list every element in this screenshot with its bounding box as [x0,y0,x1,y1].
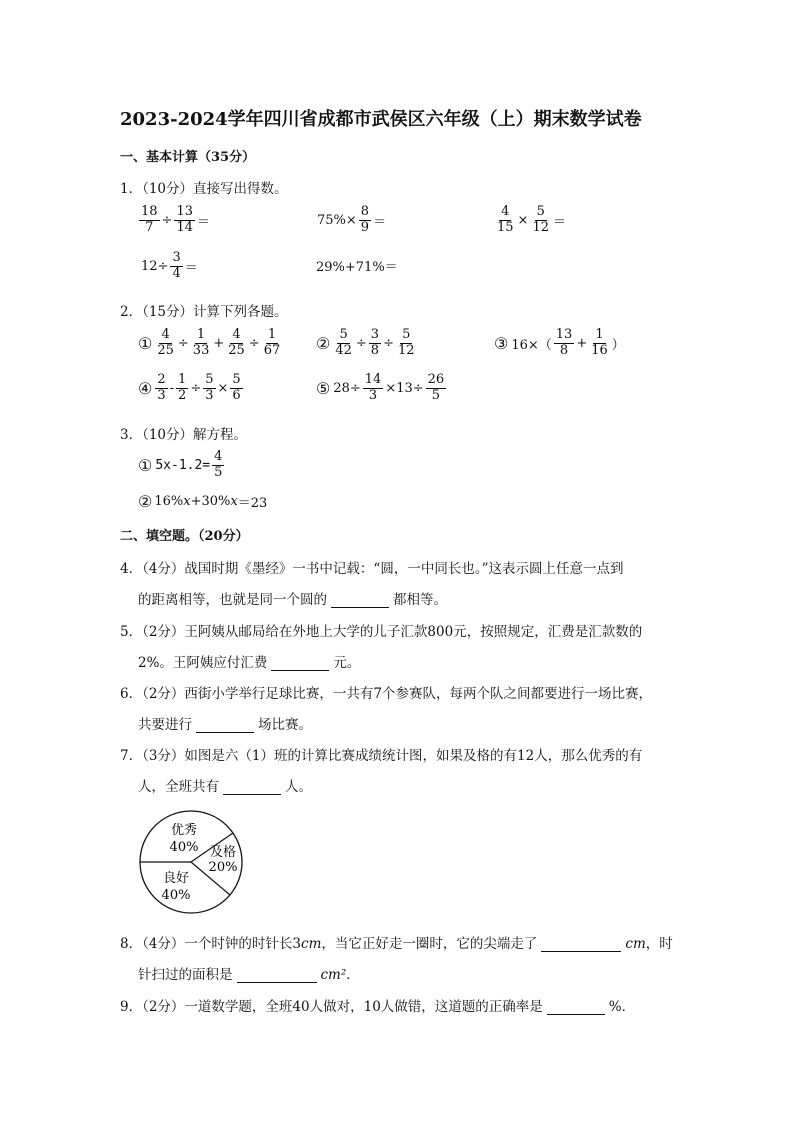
numerator: 26 [427,372,445,387]
denominator: 25 [157,342,174,358]
q2-problem-2 [316,328,418,359]
question-6-line-1: 6．（2分）西街小学举行足球比赛，一共有7个参赛队，每两个队之间都要进行一场比赛， [120,686,653,702]
unit: cm² [320,967,347,983]
expression-prefix: 75%× [317,212,357,228]
pie-label-pass: 及格 [209,845,237,860]
operator: ÷ [190,380,202,396]
operator: × [217,380,229,396]
question-2-stem: 2．（15分）计算下列各题。 [120,304,288,320]
numerator: 5 [232,372,241,387]
numerator: 5 [205,372,214,387]
answer-blank[interactable] [541,937,621,952]
denominator: 4 [172,265,181,281]
denominator: 3 [368,387,378,403]
circled-number: ① [138,333,153,353]
answer-blank[interactable] [271,656,329,671]
denominator: 12 [532,219,549,235]
question-4-line-1: 4．（4分）战国时期《墨经》一书中记载：“圆，一中同长也。”这表示圆上任意一点到 [120,561,624,577]
operator: ÷ [383,335,394,351]
expression-prefix: 28÷ [333,380,361,396]
numerator: 1 [267,327,277,342]
answer-blank[interactable] [223,780,281,795]
question-text: 2%。王阿姨应付汇费 [138,655,268,671]
expression-suffix: ） [611,337,625,353]
numerator: 1 [178,372,187,387]
question-text: 场比赛。 [258,717,312,733]
operator: ÷ [248,335,260,351]
question-5-line-2 [138,651,360,671]
operator: + [576,335,588,351]
question-text: ，当它正好走一圈时，它的尖端走了 [321,936,538,952]
q3-equation-1 [138,450,225,481]
question-text: 9．（2分）一道数学题，全班40人做对，10人做错，这道题的正确率是 [120,999,543,1015]
pie-value-excellent: 40% [169,840,199,855]
question-text: 人。 [285,779,312,795]
equals: ＝ [553,214,567,230]
numerator: 13 [555,327,573,342]
numerator: 4 [161,327,170,342]
grade-pie-chart [134,810,250,916]
numerator: 4 [501,204,510,219]
question-5-line-1: 5．（2分）王阿姨从邮局给在外地上大学的儿子汇款800元，按照规定，汇费是汇款数的 [120,624,643,640]
question-9-line-1 [120,995,635,1015]
expression-prefix: 16×（ [511,337,552,353]
numerator: 13 [176,204,193,219]
section-heading-2: 二、填空题。（20分） [120,529,249,544]
denominator: 8 [559,342,569,358]
circled-number: ⑤ [316,378,331,398]
question-7-line-2 [138,775,312,795]
denominator: 25 [228,342,245,358]
expression-middle: ×13÷ [385,380,424,396]
circled-number: ④ [138,378,153,398]
equals: ＝ [184,260,198,276]
denominator: 5 [214,464,223,480]
answer-blank[interactable] [237,968,317,983]
question-4-line-2 [138,588,447,608]
question-text: 针扫过的面积是 [138,967,233,983]
page-title: 2023-2024学年四川省成都市武侯区六年级（上）期末数学试卷 [120,109,642,130]
denominator: 33 [192,342,210,358]
denominator: 3 [157,387,166,403]
answer-blank[interactable] [196,718,254,733]
question-text: %． [608,999,636,1015]
question-3-stem: 3．（10分）解方程。 [120,427,248,443]
question-8-line-1 [120,932,673,952]
q3-equation-2 [138,492,267,511]
pie-value-good: 40% [161,888,191,903]
question-text: 的距离相等，也就是同一个圆的 [138,592,327,608]
operator: ÷ [355,335,367,351]
numerator: 1 [196,327,206,342]
q2-problem-1 [138,328,283,359]
q2-problem-5 [316,373,447,404]
equals: ＝ [373,214,387,230]
question-text: ，时 [645,936,673,952]
expression-prefix: 12÷ [141,258,169,274]
question-text: 人，全班共有 [138,779,219,795]
operator: × [517,212,529,228]
section-heading-1: 一、基本计算（35分） [120,150,256,165]
circled-number: ② [316,333,331,353]
circled-number: ③ [494,333,509,353]
denominator: 42 [335,342,352,358]
numerator: 1 [595,327,604,342]
operator: + [213,335,225,351]
denominator: 15 [497,219,514,235]
unit: cm [625,936,646,952]
q1-expression-1 [138,205,211,236]
pie-value-pass: 20% [208,860,238,875]
pie-label-good: 良好 [162,871,190,886]
equation-term: 16% [154,494,184,509]
denominator: 2 [178,387,187,403]
question-text: 共要进行 [138,717,192,733]
denominator: 6 [232,387,241,403]
numerator: 4 [232,327,241,342]
question-text: ． [346,967,360,983]
numerator: 8 [360,204,370,219]
variable-x: x [183,494,191,509]
question-8-line-2 [138,963,360,983]
question-7-line-1: 7．（3分）如图是六（1）班的计算比赛成绩统计图，如果及格的有12人，那么优秀的有 [120,748,643,764]
equation-left-side: 5x-1.2= [155,457,211,473]
numerator: 3 [370,327,380,342]
equals: ＝ [197,214,211,230]
question-6-line-2 [138,713,312,733]
circled-number: ① [138,455,153,475]
operator: ÷ [161,212,173,228]
numerator: 2 [157,372,166,387]
denominator: 3 [205,387,214,403]
equation-term: +30% [190,494,231,509]
unit: cm [301,936,322,952]
q2-problem-4 [138,373,244,404]
denominator: 14 [176,219,193,235]
q1-expression-2 [316,205,387,236]
denominator: 9 [360,219,370,235]
numerator: 5 [536,204,545,219]
denominator: 16 [591,342,608,358]
pie-label-excellent: 优秀 [170,823,198,838]
operator: ÷ [177,335,189,351]
numerator: 14 [364,372,382,387]
answer-blank[interactable] [547,1000,605,1015]
operator: - [169,380,175,396]
numerator: 5 [402,327,411,342]
numerator: 5 [339,327,348,342]
variable-x: x [230,494,238,509]
question-text: 都相等。 [393,592,447,608]
circled-number: ② [138,492,153,511]
equation-right-side: ＝23 [237,496,268,511]
q1-expression-3 [494,205,567,236]
denominator: 8 [370,342,380,358]
q2-problem-3 [494,328,626,359]
question-text: 8．（4分）一个时钟的时针长3 [120,936,302,952]
q1-expression-5: 29%+71%＝ [316,260,398,275]
question-1-stem: 1．（10分）直接写出得数。 [120,181,288,197]
numerator: 4 [214,449,223,464]
denominator: 12 [397,342,415,358]
question-text: 元。 [333,655,361,671]
numerator: 3 [172,250,181,265]
denominator: 7 [145,219,154,235]
denominator: 67 [263,342,281,358]
denominator: 5 [431,387,441,403]
answer-blank[interactable] [331,593,389,608]
numerator: 18 [141,204,158,219]
q1-expression-4 [140,251,199,282]
